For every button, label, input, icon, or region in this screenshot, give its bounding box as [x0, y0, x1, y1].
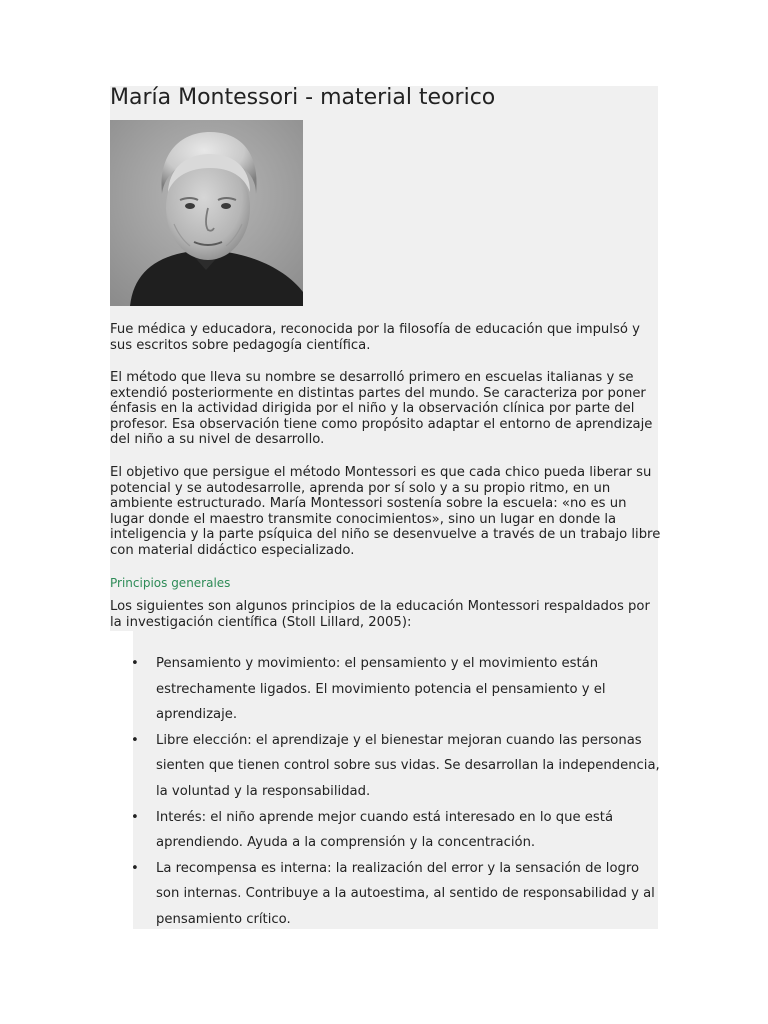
principles-list	[110, 651, 662, 933]
portrait-photo	[110, 120, 303, 306]
document-title: María Montessori - material teorico	[110, 85, 496, 110]
list-item: • La recompensa es interna: la realización del error y la sensación de logro son internas. Contribuye a la autoestima, al sentido de responsabilidad y al pensamiento crítico.	[156, 856, 662, 933]
paragraph-biography: Fue médica y educadora, reconocida por la filosofía de educación que impulsó y sus escritos sobre pedagogía científica.	[110, 322, 640, 353]
list-item: • Pensamiento y movimiento: el pensamiento y el movimiento están estrechamente ligados. El movimiento potencia el pensamiento y el aprendizaje.	[156, 651, 662, 728]
list-item: • Libre elección: el aprendizaje y el bienestar mejoran cuando las personas sienten que tienen control sobre sus vidas. Se desarrollan la independencia, la voluntad y la responsabilidad.	[156, 728, 662, 805]
paragraph-method: El método que lleva su nombre se desarrolló primero en escuelas italianas y se extendió posteriormente en distintas partes del mundo. Se caracteriza por poner énfasis en la actividad dirigida por el niño y la observación clínica por parte del profesor. Esa observación tiene como propósito adaptar el entorno de aprendizaje del niño a su nivel de desarrollo.	[110, 370, 653, 448]
paragraph-objective: El objetivo que persigue el método Montessori es que cada chico pueda liberar su potencial y se autodesarrolle, aprenda por sí solo y a su propio ritmo, en un ambiente estructurado. María Montessori sostenía sobre la escuela: «no es un lugar donde el maestro transmite conocimientos», sino un lugar en donde la inteligencia y la parte psíquica del niño se desenvuelve a través de un trabajo libre con material didáctico especializado.	[110, 465, 661, 558]
portrait-illustration	[110, 120, 303, 306]
paragraph-principles-intro: Los siguientes son algunos principios de la educación Montessori respaldados por la investigación científica (Stoll Lillard, 2005):	[110, 599, 650, 630]
section-heading-principles: Principios generales	[110, 576, 231, 590]
list-item: • Interés: el niño aprende mejor cuando está interesado en lo que está aprendiendo. Ayuda a la comprensión y la concentración.	[156, 805, 662, 856]
